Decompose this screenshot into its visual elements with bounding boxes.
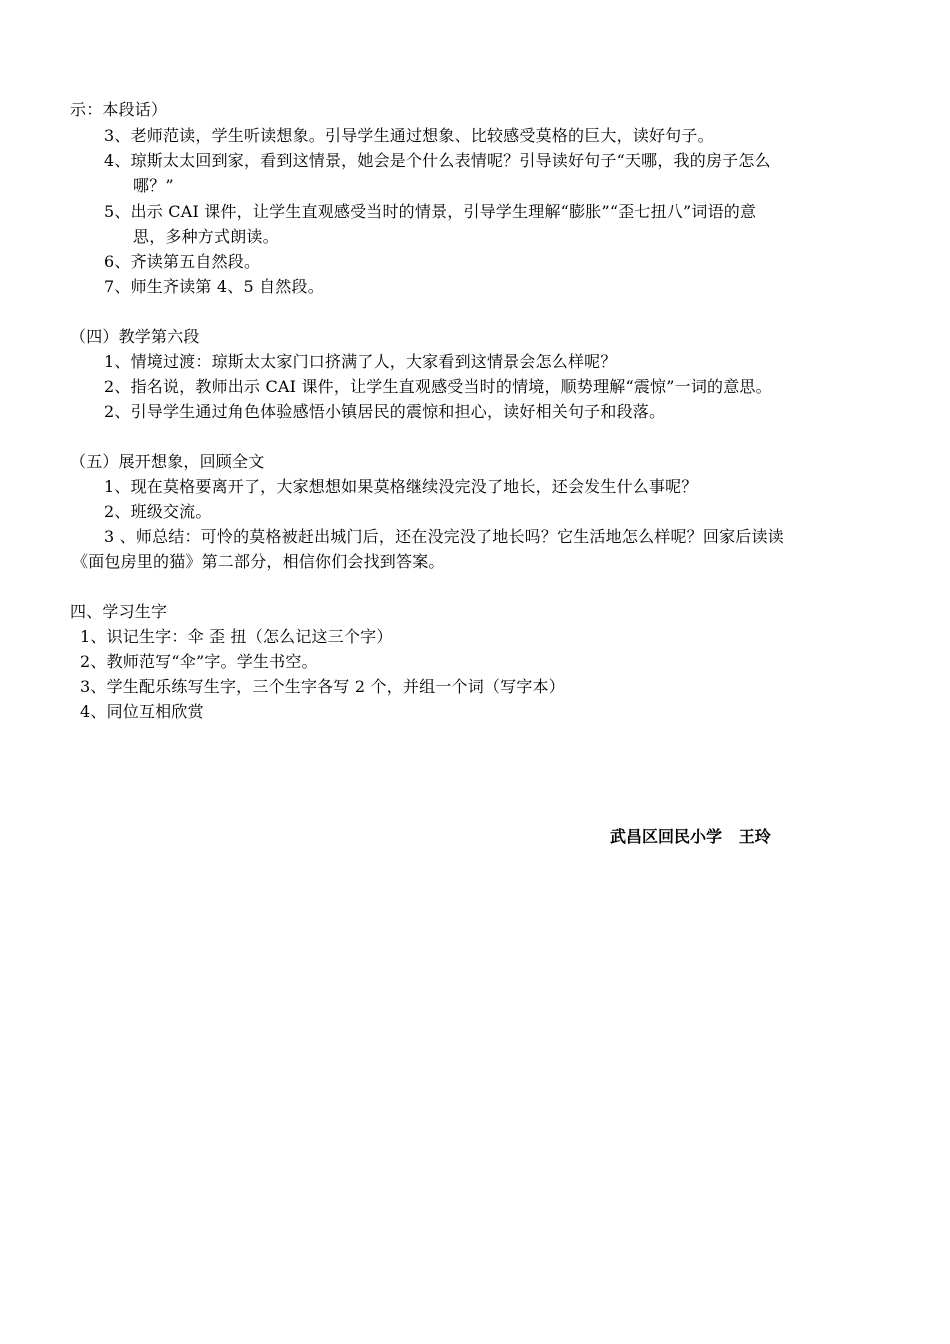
text-line-char-2: 2、教师范写“伞”字。学生书空。 bbox=[80, 652, 318, 671]
text-line-char-1: 1、识记生字：伞 歪 扭（怎么记这三个字） bbox=[80, 627, 393, 646]
text-line-step-4: 4、琼斯太太回到家，看到这情景，她会是个什么表情呢？引导读好句子“天哪，我的房子怎么 bbox=[104, 151, 771, 170]
text-line-four-2: 2、指名说，教师出示 CAI 课件，让学生直观感受当时的情境，顺势理解“震惊”一词的意思。 bbox=[104, 377, 772, 396]
text-line-continuation: 示：本段话） bbox=[70, 100, 168, 119]
text-line-five-3-cont: 《面包房里的猫》第二部分，相信你们会找到答案。 bbox=[72, 552, 445, 571]
text-line-step-7: 7、师生齐读第 4、5 自然段。 bbox=[104, 277, 324, 296]
text-line-step-5: 5、出示 CAI 课件，让学生直观感受当时的情景，引导学生理解“膨胀”“歪七扭八”词语的意 bbox=[104, 202, 757, 221]
text-line-step-4-cont: 哪？” bbox=[133, 176, 174, 195]
section-heading-four: （四）教学第六段 bbox=[70, 327, 200, 346]
text-line-step-5-cont: 思，多种方式朗读。 bbox=[133, 227, 279, 246]
section-heading-five: （五）展开想象，回顾全文 bbox=[70, 452, 265, 471]
text-line-five-1: 1、现在莫格要离开了，大家想想如果莫格继续没完没了地长，还会发生什么事呢？ bbox=[104, 477, 698, 496]
text-line-char-4: 4、同位互相欣赏 bbox=[80, 702, 204, 721]
text-line-four-2b: 2、引导学生通过角色体验感悟小镇居民的震惊和担心，读好相关句子和段落。 bbox=[104, 402, 666, 421]
text-line-step-6: 6、齐读第五自然段。 bbox=[104, 252, 261, 271]
text-line-five-3: 3 、师总结：可怜的莫格被赶出城门后，还在没完没了地长吗？它生活地怎么样呢？回家后读读 bbox=[104, 527, 784, 546]
author-signature: 武昌区回民小学 王玲 bbox=[610, 827, 771, 846]
text-line-char-3: 3、学生配乐练写生字，三个生字各写 2 个，并组一个词（写字本） bbox=[80, 677, 565, 696]
text-line-five-2: 2、班级交流。 bbox=[104, 502, 212, 521]
section-heading-characters: 四、学习生字 bbox=[70, 602, 168, 621]
text-line-four-1: 1、情境过渡：琼斯太太家门口挤满了人，大家看到这情景会怎么样呢？ bbox=[104, 352, 617, 371]
text-line-step-3: 3、老师范读，学生听读想象。引导学生通过想象、比较感受莫格的巨大，读好句子。 bbox=[104, 126, 714, 145]
